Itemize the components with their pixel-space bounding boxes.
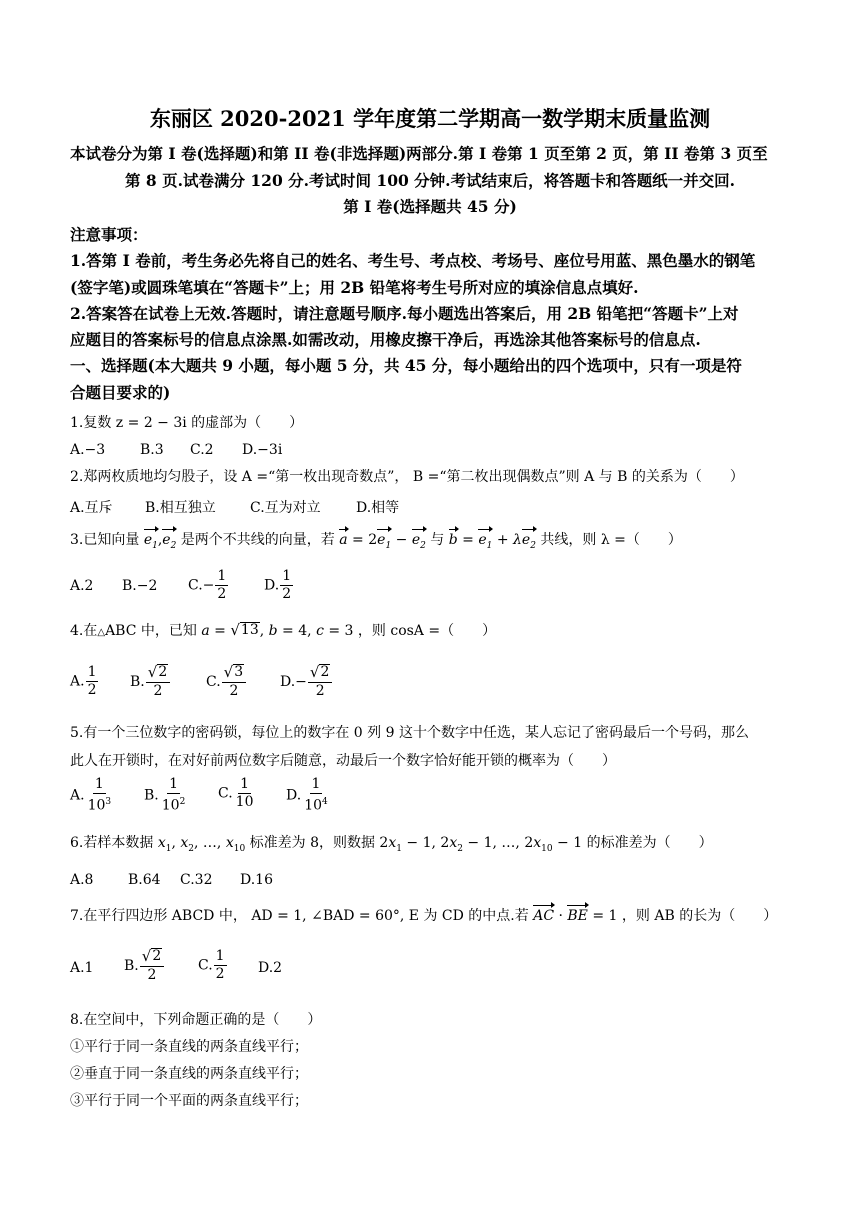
q3-stem-c: 与 xyxy=(430,532,445,548)
q5-option-b: B. $\frac{1}{10^2}$ xyxy=(144,776,186,814)
q3-stem-d: 共线，则 λ =（ ） xyxy=(540,532,682,548)
q3-stem-b: 是两个不共线的向量，若 xyxy=(180,532,335,548)
q6-stem-c: 的标准差为（ ） xyxy=(586,835,713,851)
q6-stem-b: 标准差为 8，则数据 xyxy=(249,835,375,851)
q7-stem: 7.在平行四边形 ABCD 中， AD = 1, ∠BAD = 60°, E 为 CD 的中点.若 AC · BE = 1 ，则 AB 的长为（ ） xyxy=(70,908,778,924)
q1-option-a: A.−3 xyxy=(70,442,106,458)
q6-option-b: B.64 xyxy=(128,872,161,888)
section-heading-1: 一、选择题(本大题共 9 小题，每小题 5 分，共 45 分，每小题给出的四个选项中，只有一项是符 xyxy=(70,356,742,375)
q3-option-b: B.−2 xyxy=(122,578,158,594)
note-line-1: 1.答第 I 卷前，考生务必先将自己的姓名、考生号、考点校、考场号、座位号用蓝、黑色墨水的钢笔 xyxy=(70,251,756,270)
q7-option-a: A.1 xyxy=(70,960,94,976)
q3-stem-a: 3.已知向量 xyxy=(70,532,140,548)
q4-stem-c: ，则 cosA =（ ） xyxy=(357,623,497,639)
q5-option-d: D. $\frac{1}{10^4}$ xyxy=(286,776,328,814)
q1-option-b: B.3 xyxy=(140,442,164,458)
section-heading-2: 合题目要求的) xyxy=(70,383,171,402)
q2-option-b: B.相互独立 xyxy=(145,500,216,516)
q2-option-d: D.相等 xyxy=(356,500,400,516)
q5-option-c: C. $\frac{1}{10}$ xyxy=(218,776,254,810)
note-line-2: (签字笔)或圆珠笔填在“答题卡”上；用 2B 铅笔将考生号所对应的填涂信息点填好. xyxy=(70,278,639,297)
q5-stem-line-1: 5.有一个三位数字的密码锁，每位上的数字在 0 列 9 这十个数字中任选，某人忘记了密码最后一个号码，那么 xyxy=(70,725,749,741)
q7-option-c: C. $\frac{1}{2}$ xyxy=(198,948,225,982)
q2-option-c: C.互为对立 xyxy=(250,500,321,516)
q3-option-a: A.2 xyxy=(70,578,94,594)
q3-option-d: D. $\frac{1}{2}$ xyxy=(264,568,292,602)
q2-option-a: A.互斥 xyxy=(70,500,113,516)
note-line-3: 2.答案答在试卷上无效.答题时，请注意题号顺序.每小题选出答案后，用 2B 铅笔把“答题卡”上对 xyxy=(70,304,739,323)
note-line-4: 应题目的答案标号的信息点涂黑.如需改动，用橡皮擦干净后，再选涂其他答案标号的信息点. xyxy=(70,330,701,349)
q4-option-a: A. $\frac{1}{2}$ xyxy=(70,664,97,698)
q8-item-2: ②垂直于同一条直线的两条直线平行； xyxy=(70,1066,308,1082)
q5-stem-line-2: 此人在开锁时，在对好前两位数字后随意，动最后一个数字恰好能开锁的概率为（ ） xyxy=(70,753,616,769)
q2-stem: 2.郑两枚质地均匀股子，设 A =“第一枚出现奇数点”， B =“第二枚出现偶数点”则 A 与 B 的关系为（ ） xyxy=(70,469,744,485)
q6-stem-a: 6.若样本数据 xyxy=(70,835,154,851)
q7-option-b: B. √ 2 2 xyxy=(124,948,165,984)
q7-option-d: D.2 xyxy=(258,960,283,976)
q7-stem-c: ，则 AB 的长为（ ） xyxy=(621,908,778,924)
q6-option-a: A.8 xyxy=(70,872,94,888)
q3-option-c: C.− $\frac{1}{2}$ xyxy=(188,568,227,602)
q4-stem-a: 4.在 xyxy=(70,623,98,639)
q4-stem: 4.在△ABC 中，已知 a = √ 13 , b = 4, c = 3 ，则 cosA =（ ） xyxy=(70,621,497,639)
q1-stem: 1.复数 z = 2 − 3i 的虚部为（ ） xyxy=(70,415,304,431)
part-heading: 第 I 卷(选择题共 45 分) xyxy=(343,197,517,216)
intro-line-1: 本试卷分为第 I 卷(选择题)和第 II 卷(非选择题)两部分.第 I 卷第 1 页至第 2 页，第 II 卷第 3 页至 xyxy=(70,144,768,163)
notes-heading: 注意事项： xyxy=(70,225,148,244)
q3-stem: 3.已知向量 $e_1,e_2$ 是两个不共线的向量，若 $a = 2e_1 - e_2$ 与 $b = e_1 + \lambda e_2$ 共线，则 λ =（ ） xyxy=(70,531,682,555)
q4-option-c: C. √ 3 2 xyxy=(206,664,247,700)
q4-stem-b: ABC 中，已知 xyxy=(105,623,197,639)
q1-option-c: C.2 xyxy=(190,442,214,458)
q1-option-d: D.−3i xyxy=(242,442,283,458)
q5-option-a: A. $\frac{1}{10^3}$ xyxy=(70,776,112,814)
q7-stem-b: AD = 1, ∠BAD = 60°, E 为 CD 的中点.若 xyxy=(251,908,529,924)
q6-stem: 6.若样本数据 $x_1$, $x_2$, …, $x_{10}$ 标准差为 8，则数据 $2x_1 - 1$, $2x_2 - 1$, …, $2x_{10} - 1$ 的标准差为（ ） xyxy=(70,835,713,854)
q6-option-d: D.16 xyxy=(240,872,273,888)
q4-option-d: D.− √ 2 2 xyxy=(280,664,333,700)
q4-option-b: B. √ 2 2 xyxy=(130,664,171,700)
q8-item-1: ①平行于同一条直线的两条直线平行； xyxy=(70,1039,308,1055)
q8-item-3: ③平行于同一个平面的两条直线平行； xyxy=(70,1093,308,1109)
q8-stem: 8.在空间中，下列命题正确的是（ ） xyxy=(70,1012,322,1028)
intro-line-2: 第 8 页.试卷满分 120 分.考试时间 100 分钟.考试结束后，将答题卡和答题纸一并交回. xyxy=(125,171,735,190)
q7-stem-a: 7.在平行四边形 ABCD 中， xyxy=(70,908,247,924)
q6-option-c: C.32 xyxy=(180,872,213,888)
exam-title: 东丽区 2020-2021 学年度第二学期高一数学期末质量监测 xyxy=(149,106,711,131)
